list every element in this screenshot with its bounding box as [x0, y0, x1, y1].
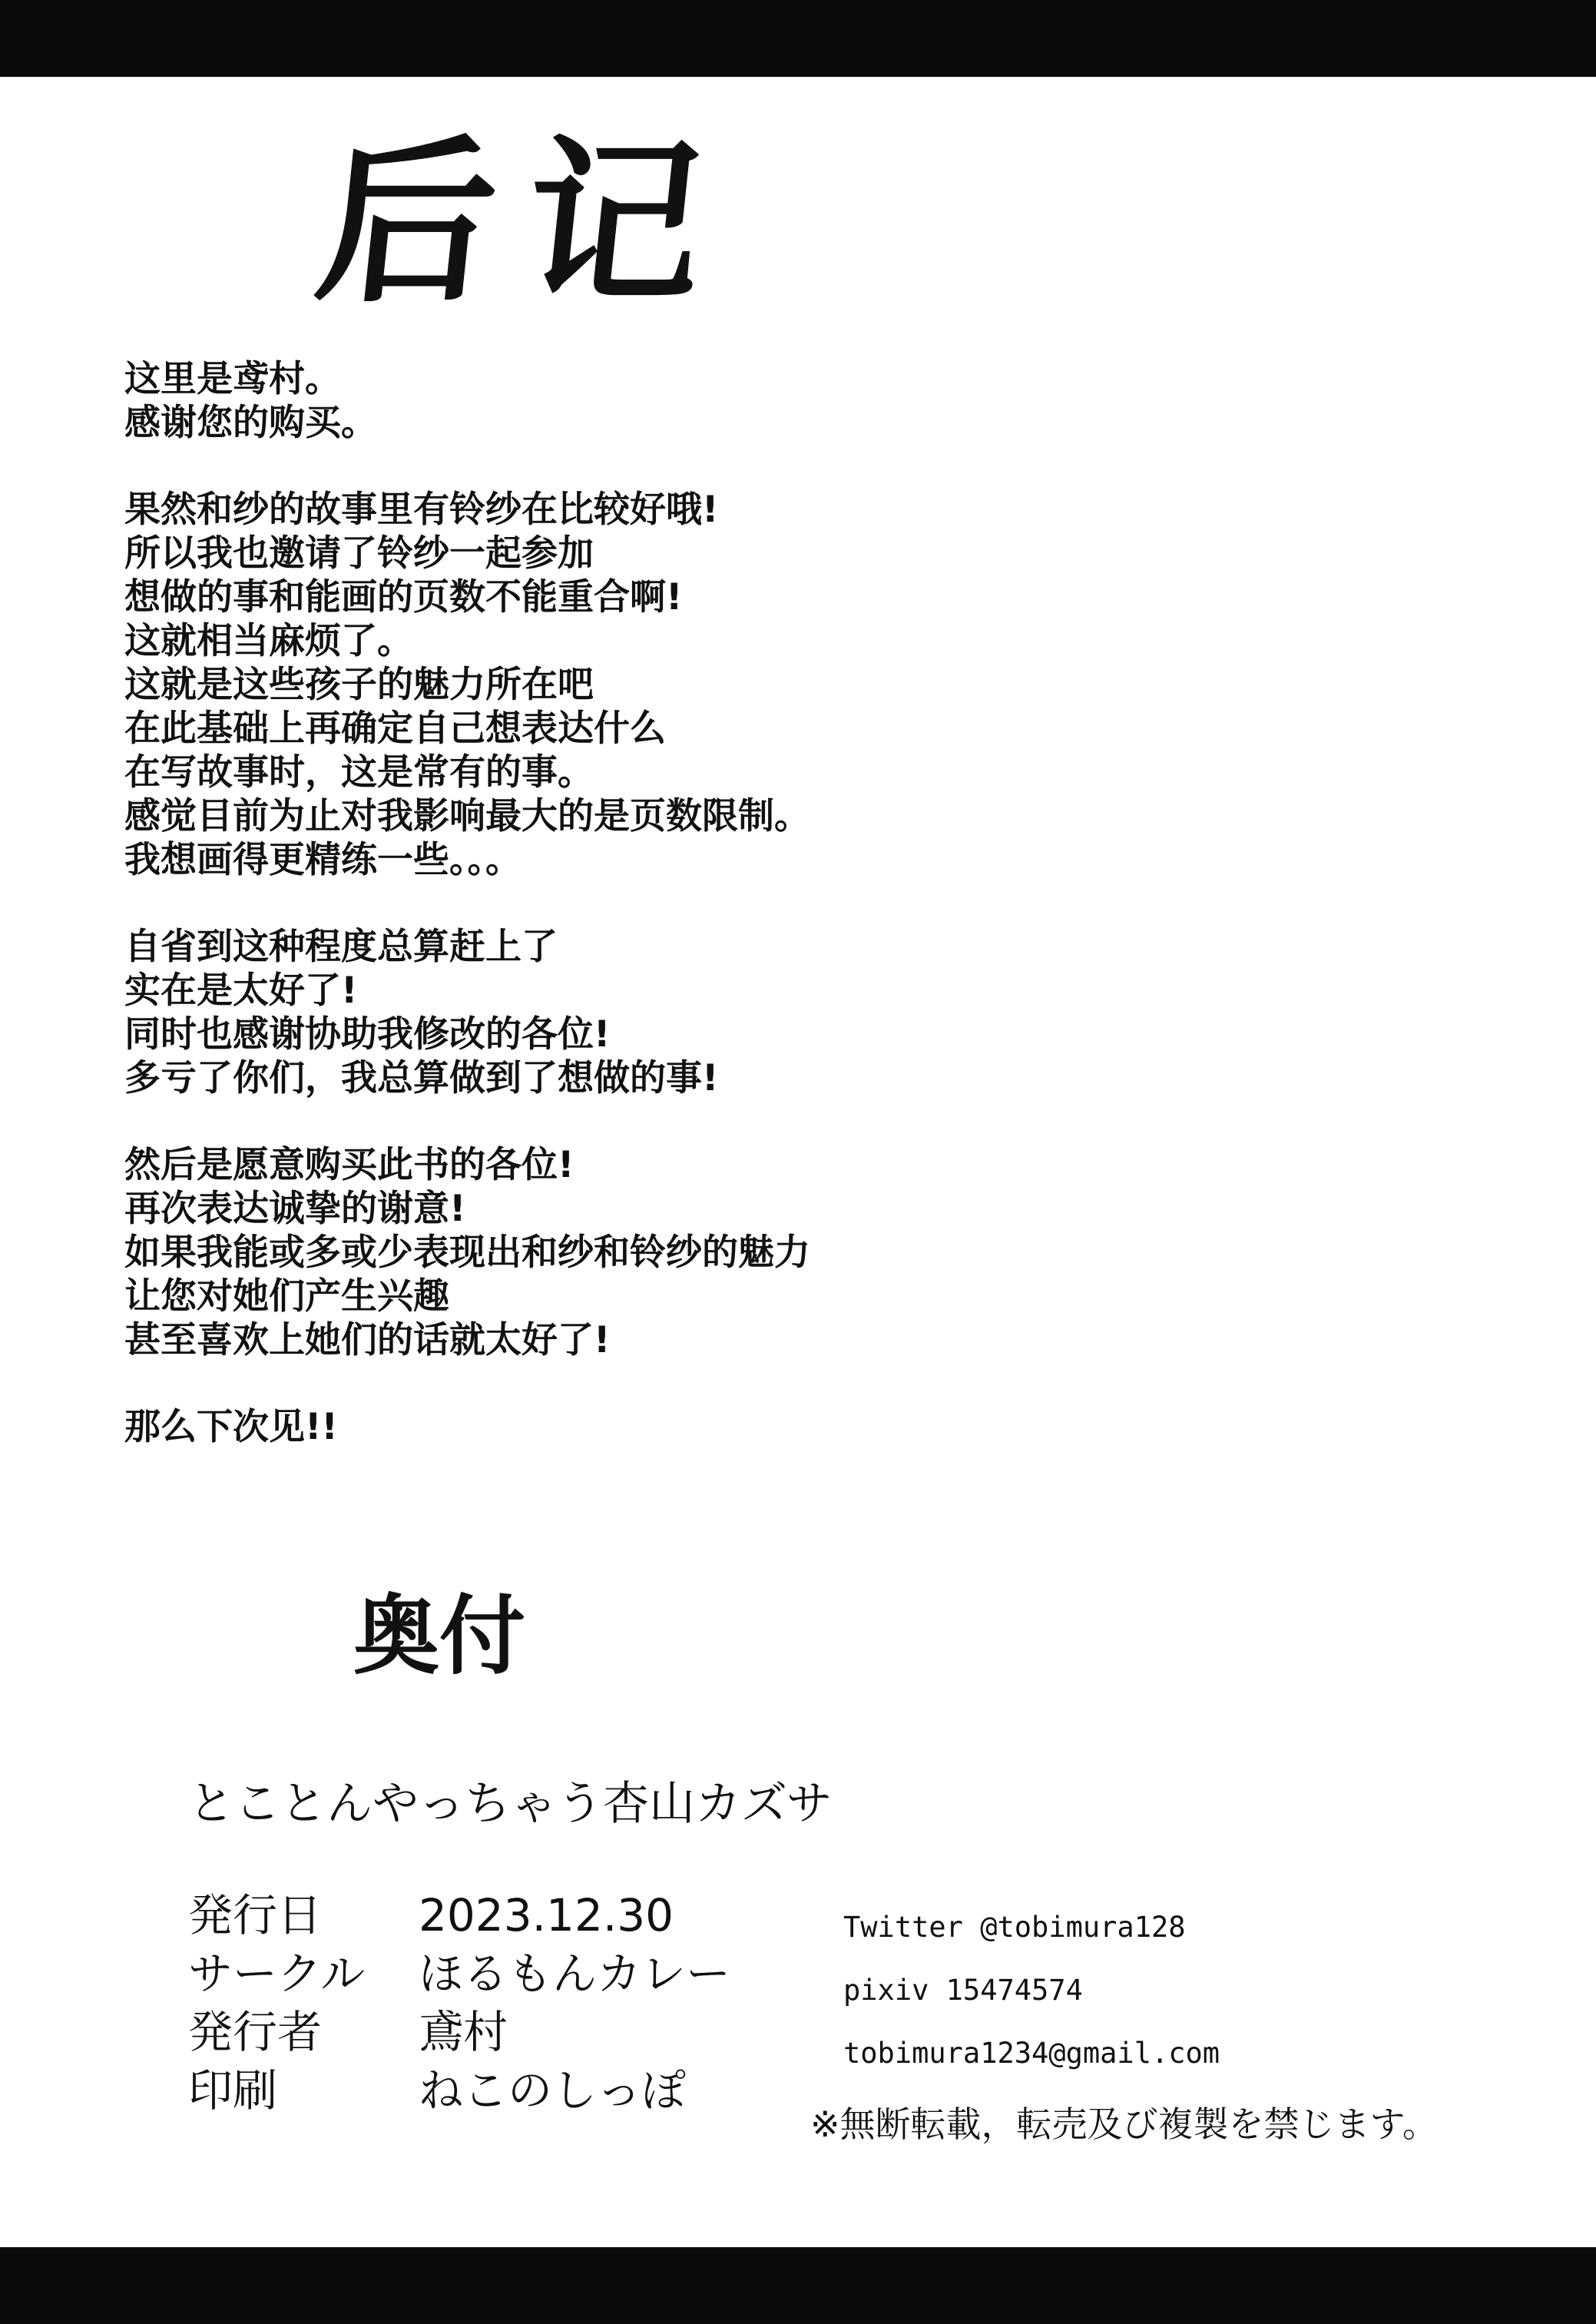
- info-label: 発行日: [188, 1889, 323, 1941]
- afterword-paragraph: [124, 925, 1276, 1100]
- text-line: 再次表达诚挚的谢意!: [124, 1188, 466, 1230]
- text-line: 这里是鸢村。: [124, 358, 341, 400]
- colophon-heading: 奥付: [353, 1586, 525, 1686]
- text-line: 我想画得更精练一些。。。: [124, 839, 522, 881]
- top-border-bar: [0, 0, 1596, 77]
- afterword-body: [124, 357, 1276, 1492]
- text-line: 在此基础上再确定自己想表达什么: [124, 708, 666, 750]
- contact-info: [843, 1896, 1220, 2085]
- afterword-paragraph: [124, 488, 1276, 882]
- info-row-publisher: [188, 2003, 730, 2061]
- afterword-paragraph: [124, 1405, 1276, 1449]
- book-title: とことんやっちゃう杏山カズサ: [188, 1777, 833, 1831]
- text-line: 感觉目前为止对我影响最大的是页数限制。: [124, 795, 810, 837]
- copyright-notice: ※無断転載，転売及び複製を禁じます。: [810, 2104, 1438, 2145]
- text-line: 在写故事时，这是常有的事。: [124, 751, 594, 794]
- info-label: 発行者: [188, 2006, 323, 2058]
- info-label: サークル: [188, 1948, 366, 2000]
- text-line: 那么下次见!!: [124, 1406, 338, 1448]
- text-line: 感谢您的购买。: [124, 402, 377, 444]
- text-line: 甚至喜欢上她们的话就太好了!: [124, 1319, 611, 1361]
- info-row-date: [188, 1886, 730, 1944]
- twitter-handle: Twitter @tobimura128: [843, 1911, 1186, 1944]
- text-line: 然后是愿意购买此书的各位!: [124, 1144, 574, 1186]
- afterword-paragraph: [124, 357, 1276, 445]
- pixiv-id: pixiv 15474574: [843, 1974, 1083, 2007]
- info-value: ほるもんカレー: [419, 1948, 731, 2000]
- text-line: 所以我也邀请了铃纱一起参加: [124, 532, 594, 575]
- email-address: tobimura1234@gmail.com: [843, 2037, 1220, 2070]
- info-value: ねこのしっぽ: [419, 2064, 687, 2117]
- info-value: 鳶村: [419, 2006, 508, 2058]
- info-row-circle: [188, 1944, 730, 2003]
- text-line: 让您对她们产生兴趣: [124, 1275, 449, 1318]
- afterword-paragraph: [124, 1143, 1276, 1362]
- text-line: 这就是这些孩子的魅力所在吧: [124, 664, 594, 706]
- info-row-printer: [188, 2061, 730, 2120]
- text-line: 如果我能或多或少表现出和纱和铃纱的魅力: [124, 1232, 810, 1274]
- text-line: 果然和纱的故事里有铃纱在比较好哦!: [124, 489, 719, 531]
- text-line: 多亏了你们，我总算做到了想做的事!: [124, 1057, 719, 1099]
- text-line: 想做的事和能画的页数不能重合啊!: [124, 576, 683, 618]
- text-line: 实在是太好了!: [124, 970, 358, 1012]
- afterword-title: 后记: [307, 119, 745, 327]
- text-line: 自省到这种程度总算赶上了: [124, 926, 558, 968]
- publication-info: [188, 1886, 730, 2120]
- text-line: 同时也感谢协助我修改的各位!: [124, 1013, 611, 1056]
- text-line: 这就相当麻烦了。: [124, 620, 413, 662]
- info-value: 2023.12.30: [419, 1889, 674, 1941]
- bottom-border-bar: [0, 2247, 1596, 2324]
- info-label: 印刷: [188, 2064, 278, 2117]
